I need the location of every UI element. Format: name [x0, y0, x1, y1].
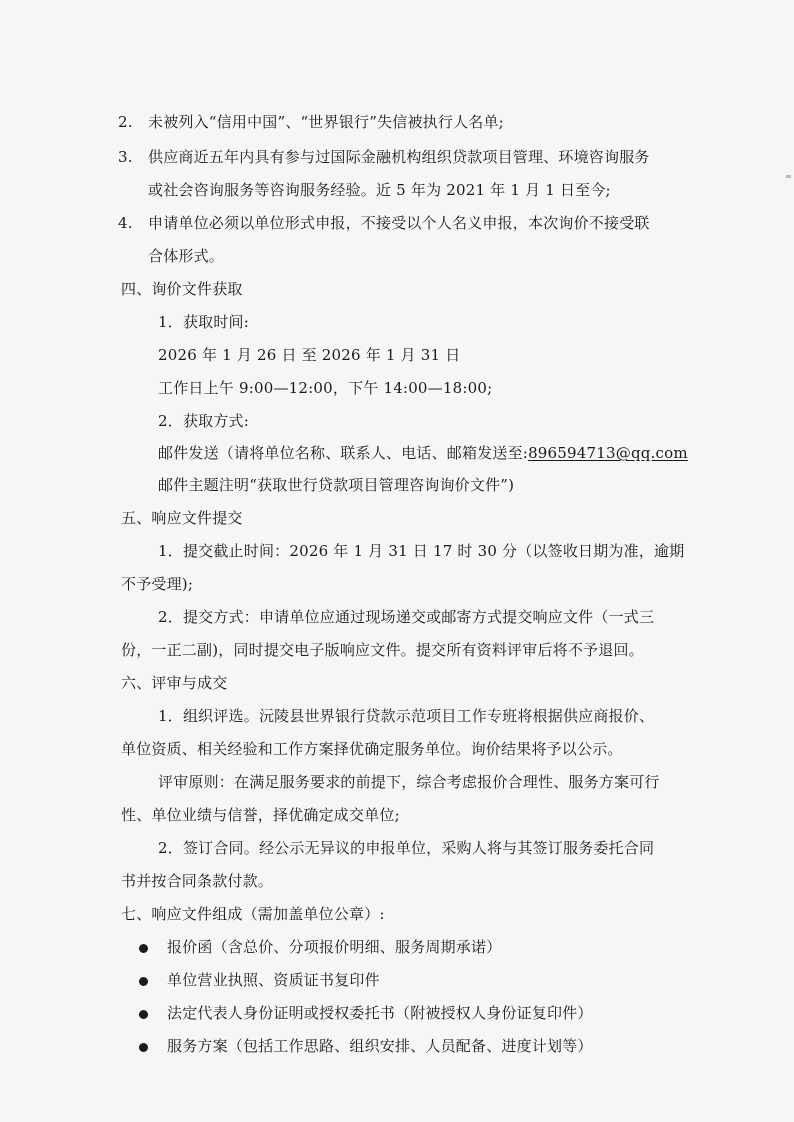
email-subject-note: 邮件主题注明“获取世行贷款项目管理咨询询价文件”)	[158, 476, 515, 494]
response-item-text: 服务方案（包括工作思路、组织安排、人员配备、进度计划等）	[167, 1037, 593, 1055]
scan-artifact	[786, 175, 791, 178]
submission-deadline-continuation: 不予受理);	[121, 575, 194, 593]
criterion-2	[118, 112, 504, 132]
response-item-text: 单位营业执照、资质证书复印件	[167, 971, 380, 989]
criterion-number: 4.	[118, 214, 133, 232]
section-7-heading: 七、响应文件组成（需加盖单位公章）:	[121, 905, 385, 923]
email-instruction	[158, 443, 688, 463]
bullet-icon	[139, 1043, 148, 1052]
criterion-4	[118, 213, 650, 233]
criterion-4-continuation: 合体形式。	[148, 247, 225, 265]
contract-signing-continuation: 书并按合同条款付款。	[121, 872, 274, 890]
response-item	[139, 1003, 593, 1023]
contract-signing: 2．签订合同。经公示无异议的申报单位，采购人将与其签订服务委托合同	[158, 839, 655, 857]
evaluation-organization: 1．组织评选。沅陵县世界银行贷款示范项目工作专班将根据供应商报价、	[158, 707, 655, 725]
response-item	[139, 970, 380, 990]
response-item	[139, 937, 501, 957]
criterion-text: 申请单位必须以单位形式申报，不接受以个人名义申报，本次询价不接受联	[148, 214, 650, 232]
acquisition-method-label: 2．获取方式:	[158, 412, 249, 430]
response-item-text: 报价函（含总价、分项报价明细、服务周期承诺）	[167, 938, 502, 956]
email-instruction-text: 邮件发送（请将单位名称、联系人、电话、邮箱发送至:	[158, 444, 529, 462]
bullet-icon	[139, 1010, 148, 1019]
submission-method-continuation: 份，一正二副)，同时提交电子版响应文件。提交所有资料评审后将不予退回。	[121, 641, 644, 659]
criterion-number: 3.	[118, 148, 133, 166]
evaluation-principle-continuation: 性、单位业绩与信誉，择优确定成交单位;	[121, 806, 400, 824]
section-6-heading: 六、评审与成交	[121, 674, 228, 692]
acquisition-time-label: 1．获取时间:	[158, 313, 249, 331]
criterion-text: 未被列入“信用中国”、“世界银行”失信被执行人名单;	[148, 113, 504, 131]
response-item-text: 法定代表人身份证明或授权委托书（附被授权人身份证复印件）	[167, 1004, 593, 1022]
evaluation-organization-continuation: 单位资质、相关经验和工作方案择优确定服务单位。询价结果将予以公示。	[121, 740, 623, 758]
email-address[interactable]: 896594713@qq.com	[528, 444, 688, 462]
criterion-3-continuation: 或社会咨询服务等咨询服务经验。近 5 年为 2021 年 1 月 1 日至今;	[148, 181, 611, 199]
acquisition-dates: 2026 年 1 月 26 日 至 2026 年 1 月 31 日	[158, 346, 461, 364]
criterion-text: 供应商近五年内具有参与过国际金融机构组织贷款项目管理、环境咨询服务	[148, 148, 650, 166]
submission-deadline: 1．提交截止时间：2026 年 1 月 31 日 17 时 30 分（以签收日期为准，逾期	[158, 542, 685, 560]
bullet-icon	[139, 944, 148, 953]
section-4-heading: 四、询价文件获取	[121, 280, 243, 298]
criterion-number: 2.	[118, 113, 133, 131]
submission-method: 2．提交方式：申请单位应通过现场递交或邮寄方式提交响应文件（一式三	[158, 608, 655, 626]
working-hours: 工作日上午 9:00—12:00，下午 14:00—18:00;	[158, 379, 493, 397]
evaluation-principle: 评审原则：在满足服务要求的前提下，综合考虑报价合理性、服务方案可行	[158, 773, 660, 791]
bullet-icon	[139, 977, 148, 986]
section-5-heading: 五、响应文件提交	[121, 509, 243, 527]
response-item	[139, 1036, 593, 1056]
criterion-3	[118, 147, 650, 167]
